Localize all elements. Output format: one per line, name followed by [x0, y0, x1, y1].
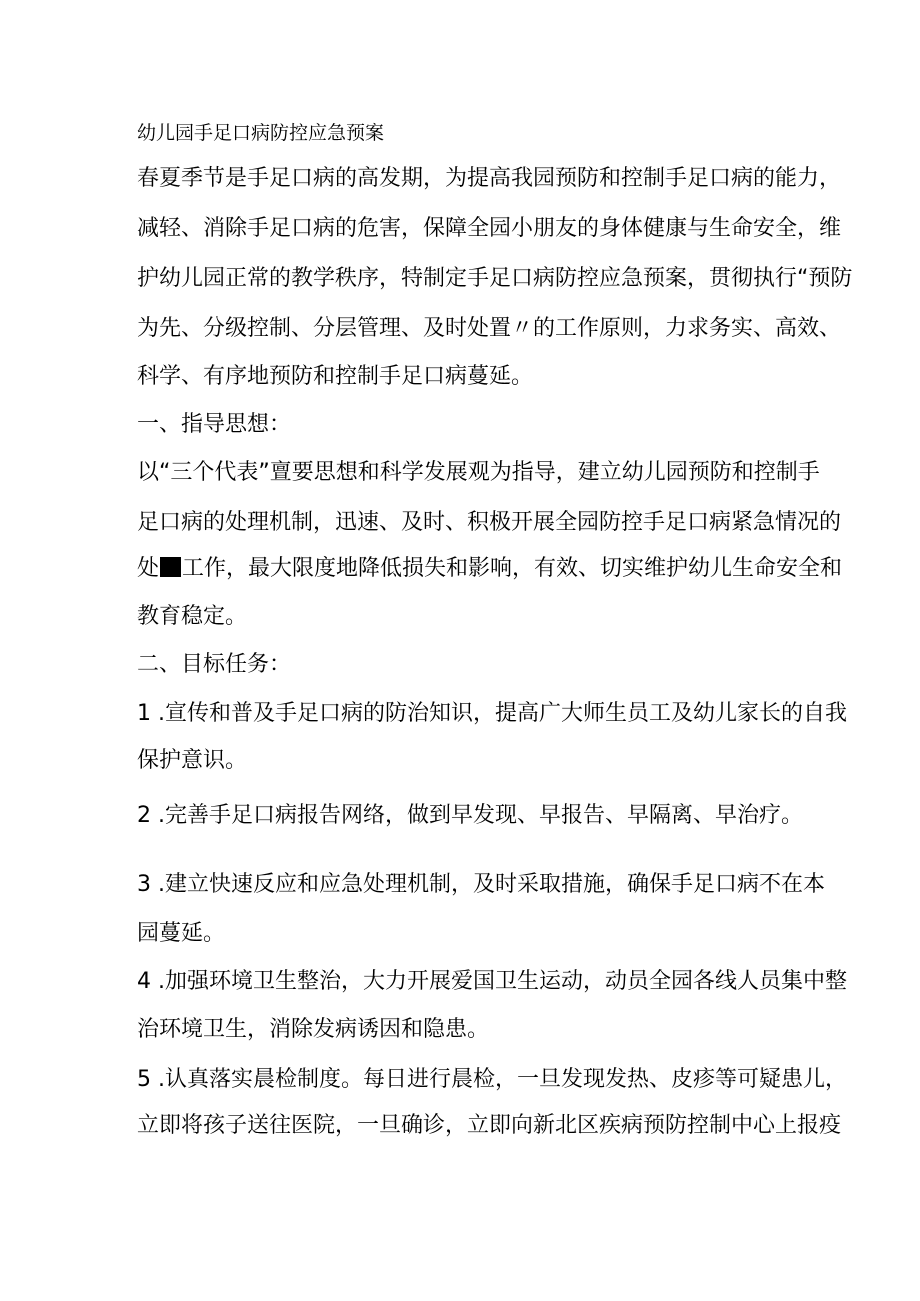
list-item: 4 .加强环境卫生整治，大力开展爱国卫生运动，动员全园各线人员集中整 — [137, 969, 847, 994]
line-prefix: 处 — [137, 556, 160, 581]
list-item: 1 .宣传和普及手足口病的防治知识，提高广大师生员工及幼儿家长的自我 — [137, 701, 847, 726]
list-item: 3 .建立快速反应和应急处理机制，及时采取措施，确保手足口病不在本 — [137, 872, 825, 897]
intro-line: 减轻、消除手足口病的危害，保障全园小朋友的身体健康与生命安全，维 — [137, 216, 842, 241]
section-heading: 一、指导思想： — [137, 412, 292, 437]
paragraph-line — [137, 554, 842, 584]
line-text: 工作，最大限度地降低损失和影响，有效、切实维护幼儿生命安全和 — [182, 556, 843, 581]
list-item: 5 .认真落实晨检制度。每日进行晨检，一旦发现发热、皮疹等可疑患儿， — [137, 1067, 847, 1092]
intro-line: 为先、分级控制、分层管理、及时处置〃的工作原则，力求务实、高效、 — [137, 316, 842, 341]
document-title: 幼儿园手足口病防控应急预案 — [137, 122, 385, 144]
intro-line: 春夏季节是手足口病的高发期，为提高我园预防和控制手足口病的能力， — [137, 166, 842, 191]
list-item: 保护意识。 — [137, 748, 248, 773]
paragraph-line: 足口病的处理机制，迅速、及时、积极开展全园防控手足口病紧急情况的 — [137, 510, 842, 535]
section-heading: 二、目标任务： — [137, 652, 292, 677]
list-item: 立即将孩子送往医院，一旦确诊，立即向新北区疾病预防控制中心上报疫 — [137, 1113, 842, 1138]
list-item: 2 .完善手足口病报告网络，做到早发现、早报告、早隔离、早治疗。 — [137, 803, 803, 828]
intro-line: 护幼儿园正常的教学秩序，特制定手足口病防控应急预案，贯彻执行“预防 — [137, 266, 853, 291]
list-item: 园蔓延。 — [137, 921, 226, 946]
redaction-block — [160, 557, 181, 577]
intro-line: 科学、有序地预防和控制手足口病蔓延。 — [137, 364, 534, 389]
paragraph-line: 以“三个代表”亶要思想和科学发展观为指导，建立幼儿园预防和控制手 — [137, 460, 820, 485]
list-item: 治环境卫生，消除发病诱因和隐患。 — [137, 1017, 490, 1042]
paragraph-line: 教育稳定。 — [137, 604, 248, 629]
